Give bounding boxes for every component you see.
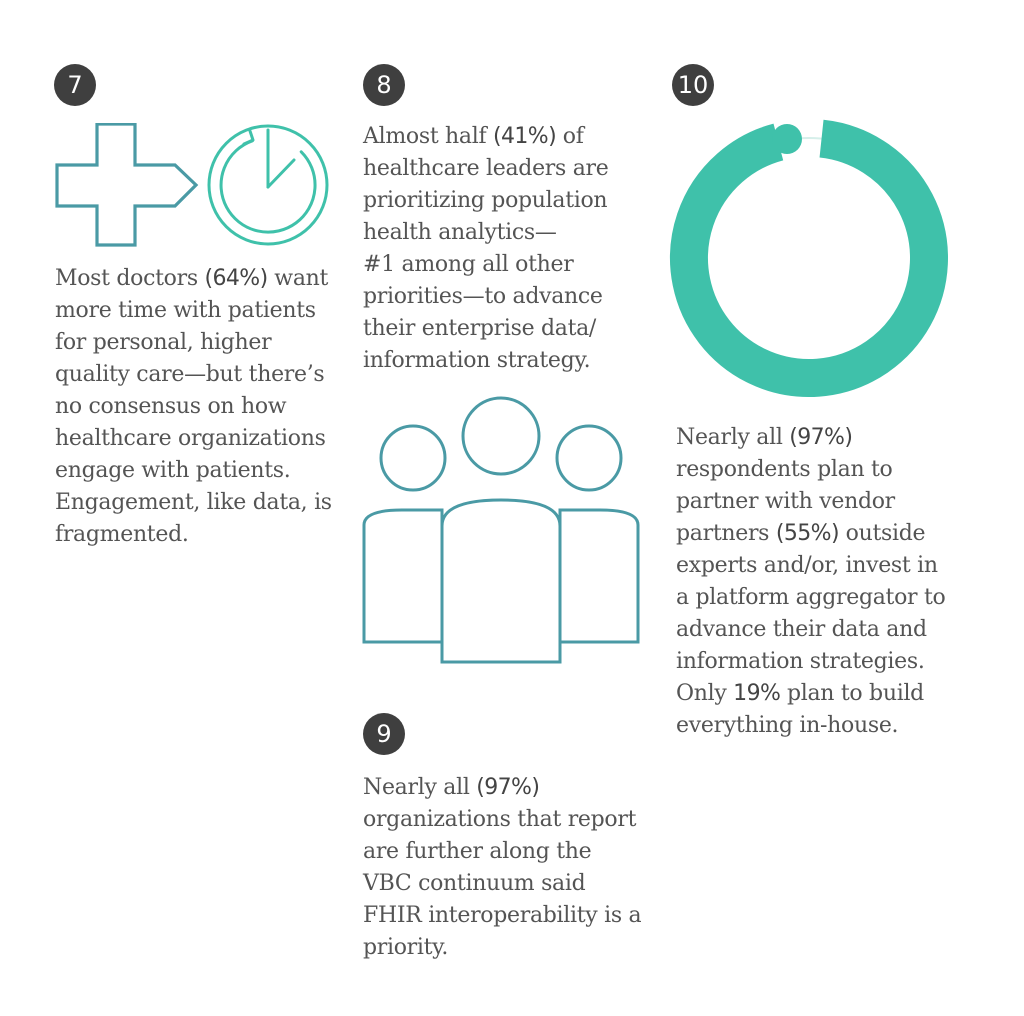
text-line — [363, 932, 641, 964]
text-segment: quality care—but there’s — [55, 362, 325, 387]
text-line — [363, 153, 608, 185]
item-8-text — [363, 121, 608, 377]
text-segment: no consensus on how — [55, 394, 287, 419]
text-line — [363, 249, 608, 281]
clock-icon — [206, 123, 331, 248]
item-10-text — [676, 422, 945, 742]
text-segment: Almost half — [363, 124, 494, 149]
text-segment: fragmented. — [55, 522, 189, 547]
text-line — [363, 281, 608, 313]
item-9-number-badge: 9 — [363, 713, 405, 755]
text-line — [676, 582, 945, 614]
text-line — [363, 313, 608, 345]
text-segment: healthcare leaders are — [363, 156, 609, 181]
highlight-stat: (41%) — [493, 124, 557, 149]
text-line — [55, 295, 332, 327]
highlight-stat: (97%) — [476, 775, 540, 800]
text-segment: Engagement, like data, is — [55, 490, 332, 515]
text-line — [55, 391, 332, 423]
people-group-icon — [362, 396, 642, 666]
highlight-stat: (97%) — [789, 425, 853, 450]
text-segment: want — [267, 266, 329, 291]
text-line — [55, 519, 332, 551]
text-segment: Nearly all — [676, 425, 790, 450]
text-segment: information strategy. — [363, 348, 591, 373]
text-segment: FHIR interoperability is a — [363, 903, 642, 928]
text-segment: partner with vendor — [676, 489, 895, 514]
text-line — [55, 327, 332, 359]
text-line — [676, 454, 945, 486]
text-segment: engage with patients. — [55, 458, 291, 483]
text-segment: information strategies. — [676, 649, 925, 674]
item-9-text — [363, 772, 641, 964]
text-segment: a platform aggregator to — [676, 585, 946, 610]
medical-cross-icon — [55, 123, 200, 248]
donut-arc — [689, 139, 929, 378]
text-segment: everything in-house. — [676, 713, 899, 738]
text-line — [363, 185, 608, 217]
text-segment: healthcare organizations — [55, 426, 326, 451]
text-segment: health analytics— — [363, 220, 557, 245]
text-segment: advance their data and — [676, 617, 927, 642]
text-segment: organizations that report — [363, 807, 637, 832]
text-line — [363, 804, 641, 836]
text-segment: for personal, higher — [55, 330, 272, 355]
text-line — [55, 455, 332, 487]
text-segment: prioritizing population — [363, 188, 608, 213]
text-line — [363, 900, 641, 932]
text-line — [363, 836, 641, 868]
text-segment: are further along the — [363, 839, 592, 864]
text-line — [676, 678, 945, 710]
text-line — [363, 217, 608, 249]
highlight-stat: 19% — [733, 681, 781, 706]
text-line — [55, 359, 332, 391]
text-line — [676, 518, 945, 550]
item-10-number-badge: 10 — [672, 64, 714, 106]
item-8-number-badge: 8 — [363, 64, 405, 106]
text-line — [676, 646, 945, 678]
item-7-text — [55, 263, 332, 551]
text-segment: VBC continuum said — [363, 871, 586, 896]
text-line — [676, 614, 945, 646]
text-segment: Only — [676, 681, 734, 706]
highlight-stat: (64%) — [204, 266, 268, 291]
text-segment: #1 among all other — [363, 252, 574, 277]
text-line — [55, 423, 332, 455]
text-line — [55, 263, 332, 295]
text-line — [676, 710, 945, 742]
text-segment: of — [556, 124, 584, 149]
text-segment: plan to build — [780, 681, 924, 706]
text-segment: priority. — [363, 935, 449, 960]
text-segment: more time with patients — [55, 298, 316, 323]
text-line — [363, 121, 608, 153]
text-segment: Nearly all — [363, 775, 477, 800]
text-line — [363, 868, 641, 900]
text-segment: experts and/or, invest in — [676, 553, 938, 578]
text-line — [55, 487, 332, 519]
text-segment: outside — [838, 521, 926, 546]
donut-chart-icon — [669, 118, 949, 398]
text-segment: priorities—to advance — [363, 284, 603, 309]
text-segment: partners — [676, 521, 776, 546]
text-line — [676, 550, 945, 582]
text-segment: respondents plan to — [676, 457, 893, 482]
highlight-stat: (55%) — [775, 521, 839, 546]
text-line — [676, 422, 945, 454]
item-7-number-badge: 7 — [54, 64, 96, 106]
text-segment: Most doctors — [55, 266, 205, 291]
text-line — [676, 486, 945, 518]
text-segment: their enterprise data/ — [363, 316, 597, 341]
text-line — [363, 772, 641, 804]
text-line — [363, 345, 608, 377]
